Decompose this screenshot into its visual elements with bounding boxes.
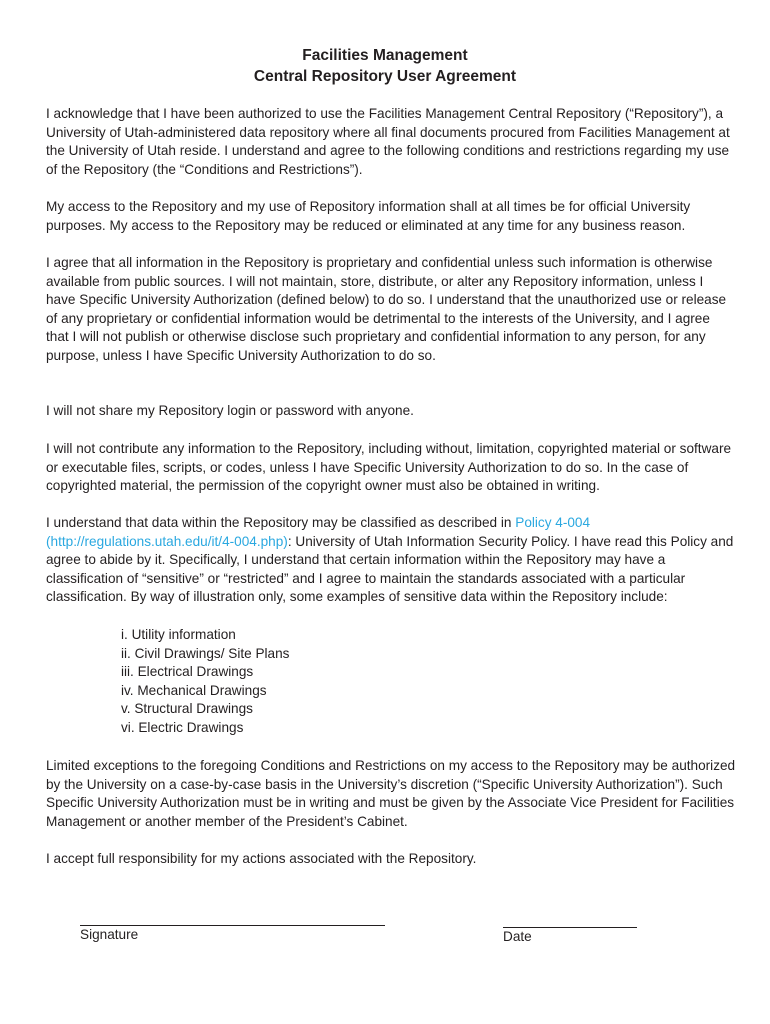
classification-text-after: : University of Utah Information Security Policy. I have read this Policy and agree to abide by it. Specifically, I understand that certain information within the Repository may have a classification of “sensitive” or “restricted” and I agree to maintain the standards associated with a particular classification. By way of illustration only, some examples of sensitive data within the Repository include: xyxy=(46,533,734,605)
date-label: Date xyxy=(503,929,532,944)
list-item: v. Structural Drawings xyxy=(121,701,253,717)
paragraph-confidentiality: I agree that all information in the Repository is proprietary and confidential unless such information is otherwise available from public sources. I will not maintain, store, distribute, or alter any Repository information, unless I have Specific University Authorization (defined below) to do so. I understand that the unauthorized use or release of any proprietary or confidential information would be detrimental to the interests of the University, and I agree that I will not publish or otherwise disclose such proprietary and confidential information to any person, for any purpose, unless I have Specific University Authorization to do so. xyxy=(46,255,727,363)
list-item: iv. Mechanical Drawings xyxy=(121,682,267,698)
list-item: i. Utility information xyxy=(121,627,236,642)
paragraph-contributions: I will not contribute any information to the Repository, including without, limitation, copyrighted material or software or executable files, scripts, or codes, unless I have Specific University Authorization to do so. In the case of copyrighted material, the permission of the copyright owner must also be obtained in writing. xyxy=(46,441,732,494)
paragraph-acknowledgement: I acknowledge that I have been authorized to use the Facilities Management Central Repository (“Repository”), a University of Utah-administered data repository where all final documents procured from Facilities Management at the University of Utah reside. I understand and agree to the following conditions and restrictions regarding my use of the Repository (the “Conditions and Restrictions”). xyxy=(46,106,730,177)
signature-label: Signature xyxy=(80,927,139,942)
paragraph-exceptions: Limited exceptions to the foregoing Conditions and Restrictions on my access to the Repository may be authorized by the University on a case-by-case basis in the University’s discretion (“Specific University Authorization”). Such Specific University Authorization must be in writing and must be given by the Associate Vice President for Facilities Management or another member of the President’s Cabinet. xyxy=(46,758,736,829)
list-item: ii. Civil Drawings/ Site Plans xyxy=(121,645,290,661)
list-item: vi. Electric Drawings xyxy=(121,719,244,735)
sensitive-data-list xyxy=(121,626,289,738)
policy-link[interactable]: Policy 4-004 (http://regulations.utah.edu/it/4-004.php) xyxy=(46,515,591,549)
paragraph-access: My access to the Repository and my use of Repository information shall at all times be for official University purposes. My access to the Repository may be reduced or eliminated at any time for any business reason. xyxy=(46,199,691,233)
title-line-1: Facilities Management xyxy=(302,47,468,64)
paragraph-login: I will not share my Repository login or password with anyone. xyxy=(46,403,414,418)
list-item: iii. Electrical Drawings xyxy=(121,664,254,680)
title-line-2: Central Repository User Agreement xyxy=(253,68,517,85)
classification-text-before: I understand that data within the Repository may be classified as described in xyxy=(46,515,516,530)
paragraph-responsibility: I accept full responsibility for my actions associated with the Repository. xyxy=(46,851,477,866)
paragraph-classification xyxy=(46,514,736,607)
